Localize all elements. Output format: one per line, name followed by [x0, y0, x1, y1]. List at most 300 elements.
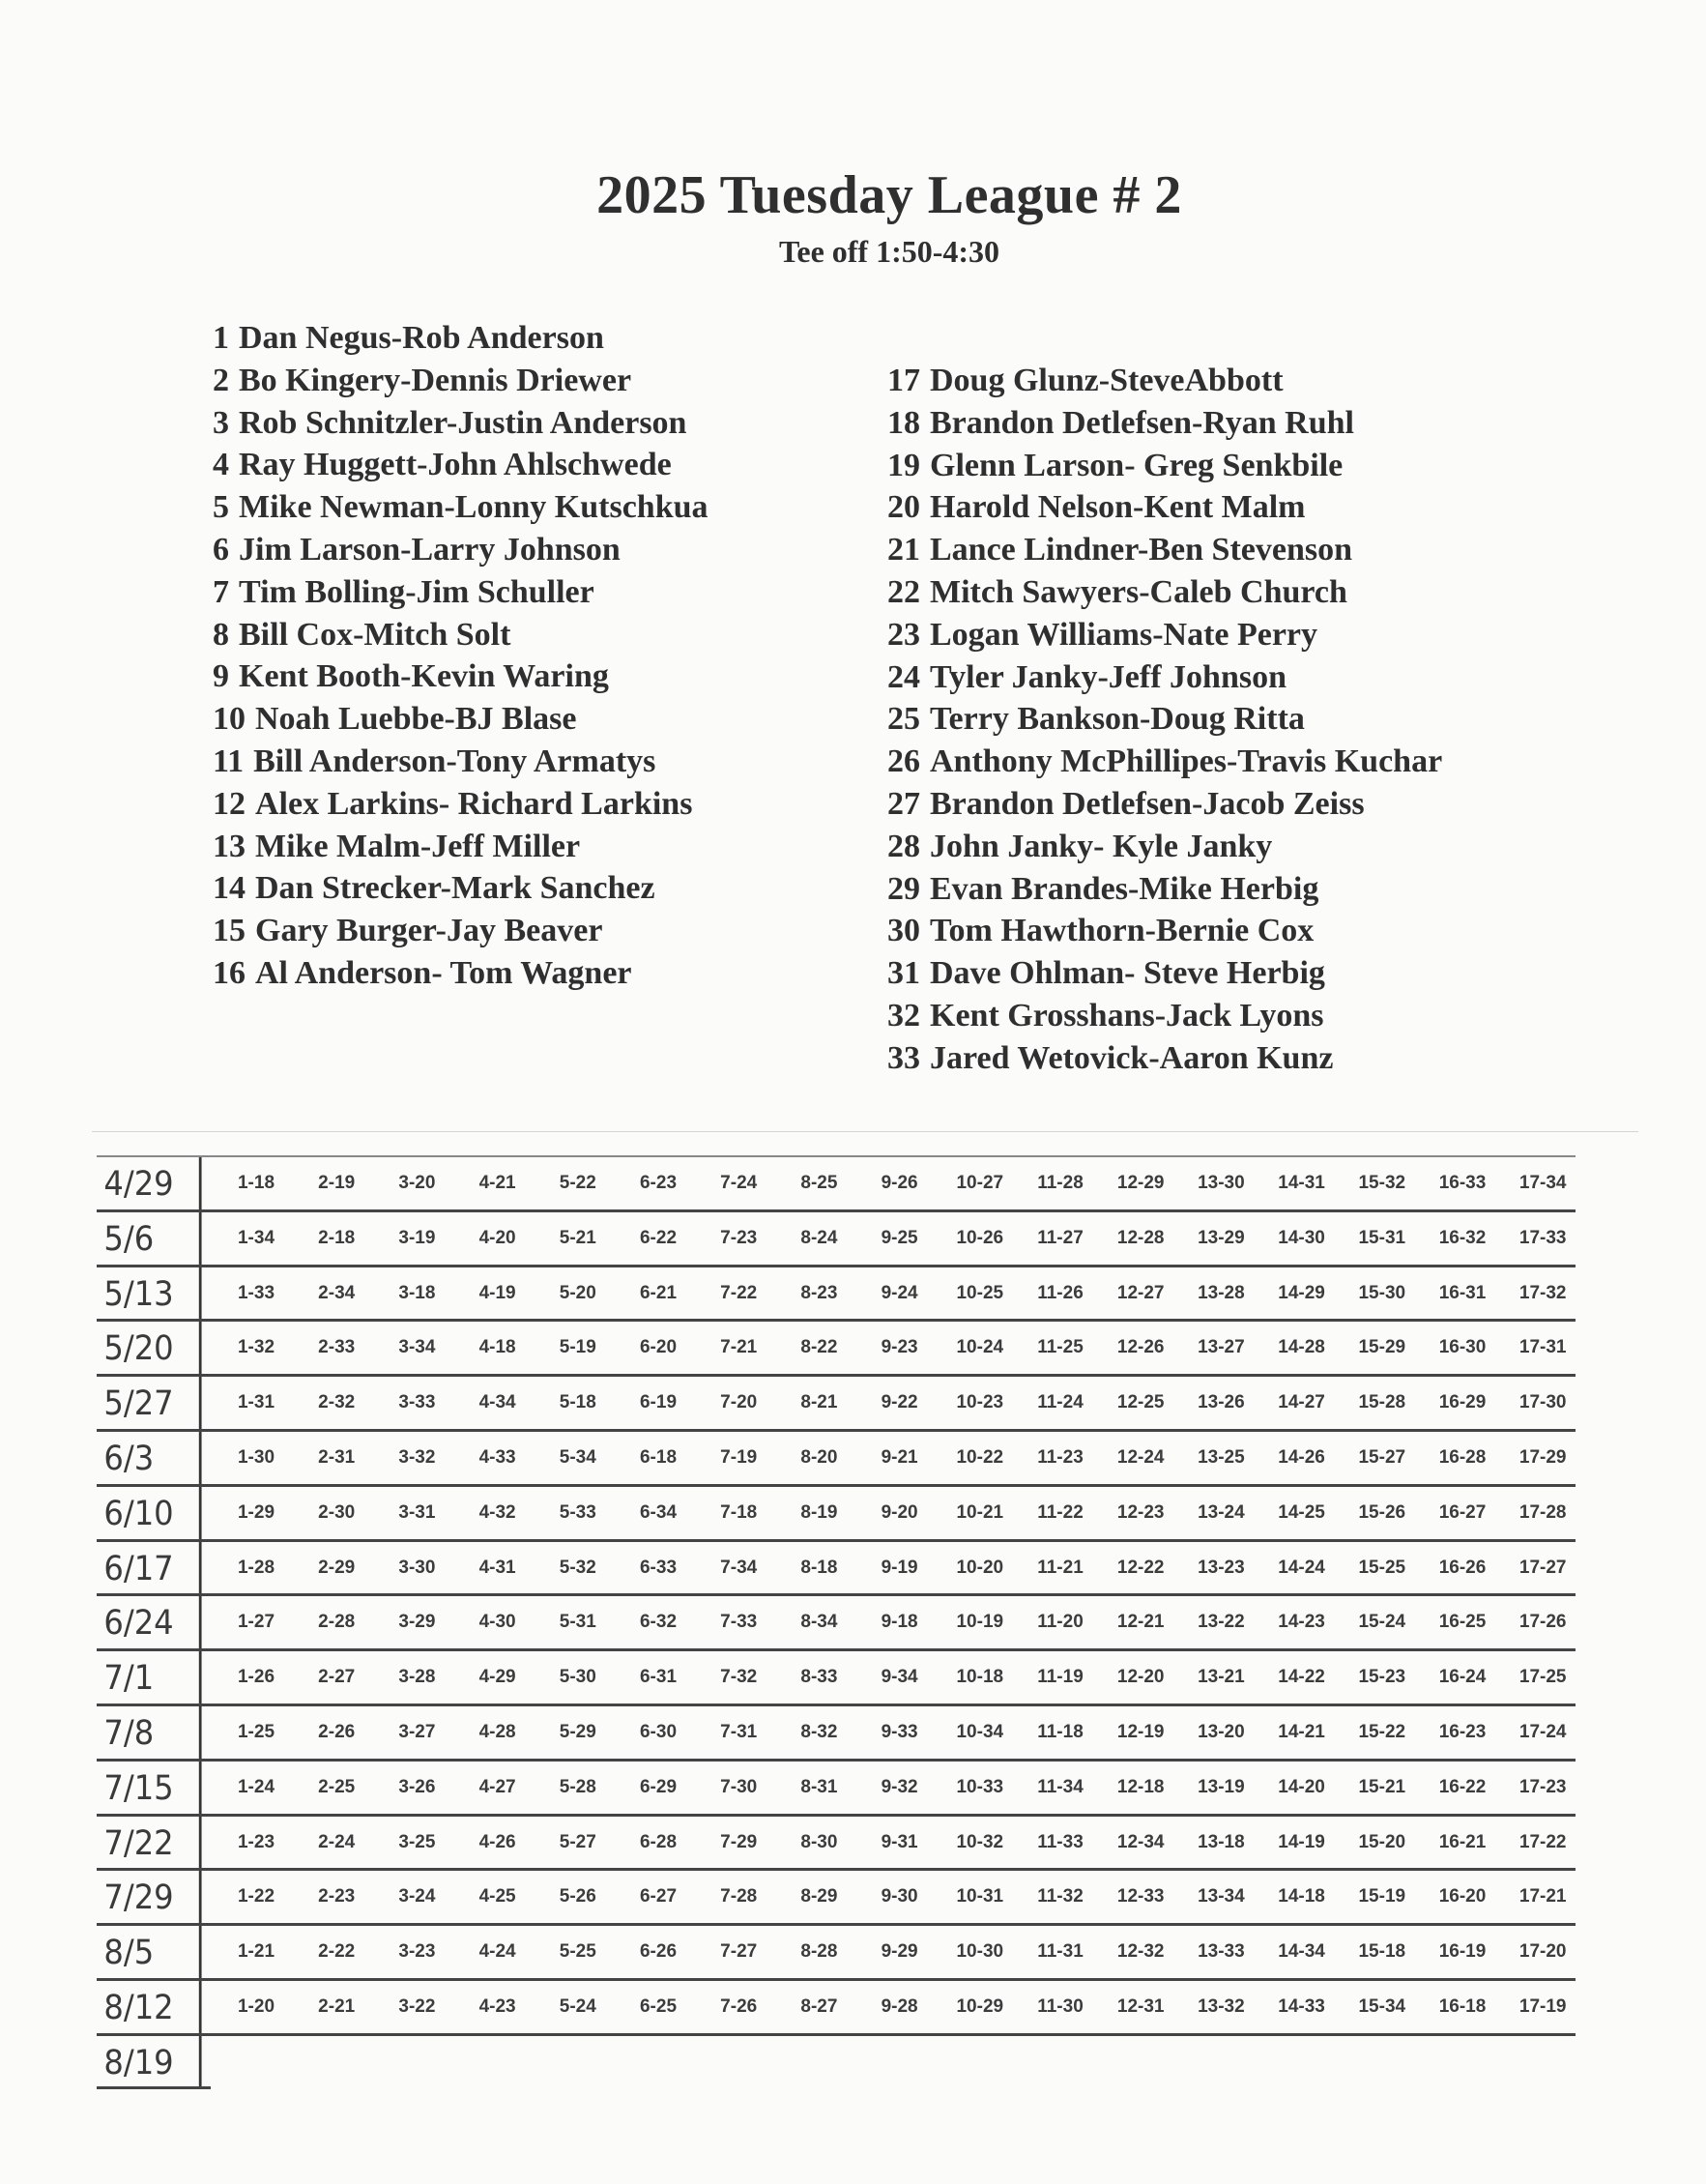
week-date: 5/6	[97, 1212, 202, 1265]
matchup-cell: 7-27	[720, 1941, 758, 1963]
matchup-cell: 5-28	[559, 1776, 596, 1797]
matchup-cell: 7-19	[720, 1446, 758, 1468]
matchup-cell: 11-34	[1037, 1776, 1084, 1797]
matchup-cell: 16-32	[1438, 1227, 1487, 1248]
matchup-cell: 15-34	[1358, 1995, 1406, 2017]
week-date: 5/20	[97, 1322, 202, 1374]
team-entry	[213, 529, 708, 571]
matchup-cell: 7-28	[720, 1886, 758, 1907]
team-name: Kent Grosshans-Jack Lyons	[930, 997, 1324, 1034]
matchup-cell: 5-27	[559, 1831, 596, 1852]
matchup-cell: 17-30	[1518, 1392, 1567, 1413]
matchup-cell: 15-30	[1358, 1282, 1406, 1303]
team-number: 22	[887, 573, 920, 610]
schedule-row	[97, 1596, 1576, 1651]
matchup-cell: 8-21	[800, 1392, 838, 1413]
matchup-cell: 14-18	[1278, 1886, 1325, 1907]
matchup-cell: 8-28	[800, 1941, 838, 1963]
team-name: Dave Ohlman- Steve Herbig	[930, 955, 1325, 992]
team-number: 24	[887, 658, 920, 695]
team-number: 19	[887, 447, 920, 483]
matchup-cell: 13-28	[1198, 1282, 1245, 1303]
matchup-cell: 5-25	[559, 1941, 596, 1963]
team-entry	[887, 529, 1442, 571]
team-name: Rob Schnitzler-Justin Anderson	[239, 404, 687, 441]
matchup-cell: 5-26	[559, 1886, 596, 1907]
matchup-cell: 15-22	[1358, 1721, 1406, 1742]
matchup-cell: 12-23	[1116, 1501, 1165, 1523]
team-name: Mike Malm-Jeff Miller	[255, 828, 581, 864]
matchup-cell: 11-33	[1037, 1831, 1084, 1852]
matchup-cell: 17-19	[1518, 1995, 1567, 2017]
team-name: Ray Huggett-John Ahlschwede	[239, 447, 672, 483]
matchup-cell: 7-33	[720, 1612, 758, 1633]
team-entry	[887, 656, 1442, 699]
matchup-cell: 1-31	[237, 1392, 275, 1413]
week-date: 7/8	[97, 1706, 202, 1759]
matchup-cell: 12-24	[1116, 1446, 1165, 1468]
matchup-cell: 2-22	[318, 1941, 356, 1963]
matchup-cell: 15-32	[1358, 1173, 1406, 1193]
matchup-cell: 9-31	[881, 1831, 918, 1852]
team-entry	[887, 402, 1442, 445]
matchup-cell: 1-23	[237, 1831, 275, 1852]
schedule-row	[97, 2036, 1576, 2086]
team-list-right	[887, 360, 1442, 1080]
matchup-cell: 16-25	[1438, 1612, 1487, 1633]
matchup-cell: 16-33	[1438, 1173, 1487, 1193]
matchup-cell: 10-27	[956, 1173, 1004, 1193]
matchup-cell: 3-31	[398, 1501, 436, 1523]
matchup-cell: 8-20	[800, 1446, 838, 1468]
schedule-row	[97, 1267, 1576, 1323]
matchup-cell: 4-29	[478, 1667, 516, 1688]
matchup-cell: 5-20	[559, 1282, 596, 1303]
matchup-cell: 9-28	[881, 1995, 918, 2017]
matchup-cell: 1-33	[237, 1282, 275, 1303]
matchup-cell: 11-22	[1037, 1501, 1084, 1523]
team-number: 3	[213, 404, 229, 441]
matchup-cell: 13-20	[1198, 1721, 1245, 1742]
team-entry	[887, 741, 1442, 783]
team-entry	[213, 360, 708, 402]
divider	[92, 1131, 1638, 1132]
matchup-cell: 6-19	[639, 1392, 678, 1413]
matchup-cell: 15-29	[1358, 1337, 1406, 1358]
team-name: Terry Bankson-Doug Ritta	[930, 701, 1305, 738]
schedule-row	[97, 1487, 1576, 1542]
schedule-table	[97, 1155, 1576, 2086]
matchup-cell: 11-20	[1037, 1612, 1084, 1633]
matchup-cell: 3-32	[398, 1446, 436, 1468]
matchup-cell: 10-32	[956, 1831, 1004, 1852]
matchup-cell: 16-20	[1438, 1886, 1487, 1907]
matchup-cell: 11-27	[1037, 1227, 1084, 1248]
matchup-cell: 14-34	[1278, 1941, 1325, 1963]
schedule-row	[97, 1155, 1576, 1212]
matchup-cell: 11-24	[1037, 1392, 1084, 1413]
matchup-cell: 17-29	[1518, 1446, 1567, 1468]
matchup-cell: 12-33	[1116, 1886, 1165, 1907]
matchup-cell: 13-25	[1198, 1446, 1245, 1468]
matchup-cell: 5-22	[559, 1173, 596, 1193]
matchup-cell: 17-27	[1518, 1557, 1567, 1578]
matchup-cell: 7-20	[720, 1392, 758, 1413]
matchup-cell: 2-32	[318, 1392, 356, 1413]
matchup-cell: 5-19	[559, 1337, 596, 1358]
team-entry	[213, 826, 708, 868]
matchup-cell: 1-34	[237, 1227, 275, 1248]
team-name: Bill Cox-Mitch Solt	[239, 616, 511, 653]
team-name: Kent Booth-Kevin Waring	[239, 658, 609, 695]
week-date: 8/12	[97, 1981, 202, 2033]
team-entry	[213, 317, 708, 360]
team-number: 21	[887, 532, 920, 568]
matchup-cell: 6-33	[639, 1557, 678, 1578]
team-number: 9	[213, 658, 229, 695]
matchup-cell: 14-21	[1278, 1721, 1325, 1742]
matchup-cell: 3-24	[398, 1886, 436, 1907]
matchup-cell: 11-25	[1037, 1337, 1084, 1358]
team-name: Dan Strecker-Mark Sanchez	[255, 870, 655, 907]
team-name: Jared Wetovick-Aaron Kunz	[930, 1039, 1334, 1076]
matchup-cell: 17-21	[1518, 1886, 1567, 1907]
matchup-cell: 4-23	[478, 1995, 516, 2017]
matchup-cell: 7-26	[720, 1995, 758, 2017]
team-number: 7	[213, 573, 229, 610]
team-number: 29	[887, 870, 920, 907]
matchup-cell: 10-19	[956, 1612, 1004, 1633]
matchup-cell: 8-29	[800, 1886, 838, 1907]
matchup-cell: 11-31	[1037, 1941, 1084, 1963]
team-name: Logan Williams-Nate Perry	[930, 616, 1318, 653]
team-entry	[887, 614, 1442, 656]
team-number: 31	[887, 955, 920, 992]
matchup-cell: 9-19	[881, 1557, 918, 1578]
matchup-cell: 1-26	[237, 1667, 275, 1688]
matchup-cell: 10-30	[956, 1941, 1004, 1963]
page-title: 2025 Tuesday League # 2	[596, 165, 1182, 225]
team-entry	[213, 867, 708, 910]
matchup-cell: 14-20	[1278, 1776, 1325, 1797]
week-date: 7/22	[97, 1817, 202, 1869]
matchup-cell: 11-30	[1037, 1995, 1084, 2017]
matchup-cell: 1-18	[237, 1173, 275, 1193]
matchup-cell: 7-30	[720, 1776, 758, 1797]
matchup-cell: 4-30	[478, 1612, 516, 1633]
team-name: Anthony McPhillipes-Travis Kuchar	[930, 743, 1443, 780]
matchup-cell: 10-31	[956, 1886, 1004, 1907]
week-date: 5/13	[97, 1267, 202, 1320]
matchup-cell: 8-19	[800, 1501, 838, 1523]
schedule-row	[97, 1706, 1576, 1762]
matchup-cell: 11-26	[1037, 1282, 1084, 1303]
matchup-cell: 16-22	[1438, 1776, 1487, 1797]
team-name: Doug Glunz-SteveAbbott	[930, 363, 1284, 398]
matchup-cell: 8-27	[800, 1995, 838, 2017]
matchup-cell: 2-18	[318, 1227, 356, 1248]
matchup-cell: 12-25	[1116, 1392, 1165, 1413]
matchup-cell: 17-25	[1518, 1667, 1567, 1688]
team-number: 20	[887, 489, 920, 526]
team-name: Mike Newman-Lonny Kutschkua	[239, 489, 708, 526]
team-name: Mitch Sawyers-Caleb Church	[930, 573, 1347, 610]
matchup-cell: 5-30	[559, 1667, 596, 1688]
matchup-cell: 7-32	[720, 1667, 758, 1688]
matchup-cell: 6-20	[639, 1337, 678, 1358]
team-number: 14	[213, 870, 246, 907]
matchup-cell: 15-18	[1358, 1941, 1406, 1963]
matchup-cell: 8-22	[800, 1337, 838, 1358]
matchup-cell: 14-29	[1278, 1282, 1325, 1303]
team-number: 8	[213, 616, 229, 653]
matchup-cell: 8-18	[800, 1557, 838, 1578]
team-entry	[213, 444, 708, 486]
matchup-cell: 14-19	[1278, 1831, 1325, 1852]
matchup-cell: 3-29	[398, 1612, 436, 1633]
matchup-cell: 13-22	[1198, 1612, 1245, 1633]
matchup-cell: 17-22	[1518, 1831, 1567, 1852]
matchup-cell: 12-20	[1116, 1667, 1165, 1688]
matchup-cell: 14-28	[1278, 1337, 1325, 1358]
team-name: Jim Larson-Larry Johnson	[239, 531, 621, 568]
team-number: 13	[213, 828, 246, 864]
matchup-cell: 12-18	[1116, 1776, 1165, 1797]
team-entry	[213, 571, 708, 614]
matchup-cell: 9-34	[881, 1667, 918, 1688]
matchup-cell: 13-27	[1198, 1337, 1245, 1358]
matchup-cell: 6-25	[639, 1995, 678, 2017]
matchup-cell: 4-27	[478, 1776, 516, 1797]
schedule-row	[97, 1212, 1576, 1267]
week-date: 6/10	[97, 1487, 202, 1539]
team-entry	[887, 360, 1442, 402]
matchup-cell: 17-31	[1518, 1337, 1567, 1358]
matchup-cell: 8-25	[800, 1173, 838, 1193]
matchup-cell: 2-28	[318, 1612, 356, 1633]
matchup-cell: 14-27	[1278, 1392, 1325, 1413]
matchup-cell: 7-23	[720, 1227, 758, 1248]
matchup-cell: 13-30	[1198, 1173, 1245, 1193]
matchup-cell: 13-18	[1198, 1831, 1245, 1852]
matchup-cell: 17-23	[1518, 1776, 1567, 1797]
matchup-cell: 11-32	[1037, 1886, 1084, 1907]
team-entry	[887, 995, 1442, 1037]
schedule-row	[97, 1432, 1576, 1487]
matchup-cell: 12-28	[1116, 1227, 1165, 1248]
team-name: Brandon Detlefsen-Jacob Zeiss	[930, 785, 1365, 822]
matchup-cell: 11-18	[1037, 1721, 1084, 1742]
team-entry	[887, 868, 1442, 911]
matchup-cell: 13-26	[1198, 1392, 1245, 1413]
matchup-cell: 2-23	[318, 1886, 356, 1907]
matchup-cell: 9-18	[881, 1612, 918, 1633]
matchup-cell: 14-23	[1278, 1612, 1325, 1633]
team-entry	[887, 952, 1442, 995]
matchup-cell: 16-19	[1438, 1941, 1487, 1963]
matchup-cell: 3-22	[398, 1995, 436, 2017]
team-entry	[213, 910, 708, 952]
team-name: Tim Bolling-Jim Schuller	[239, 573, 594, 610]
matchup-cell: 5-18	[559, 1392, 596, 1413]
team-name: Glenn Larson- Greg Senkbile	[930, 447, 1344, 483]
team-number: 4	[213, 447, 229, 483]
team-number: 30	[887, 913, 920, 949]
matchup-cell: 4-25	[478, 1886, 516, 1907]
matchup-cell: 17-28	[1518, 1501, 1567, 1523]
team-number: 32	[887, 997, 920, 1034]
matchup-cell: 12-32	[1116, 1941, 1165, 1963]
team-number: 15	[213, 913, 246, 949]
matchup-cell: 5-34	[559, 1446, 596, 1468]
week-date: 6/24	[97, 1596, 202, 1648]
matchup-cell: 9-24	[881, 1282, 918, 1303]
team-number: 17	[887, 363, 920, 398]
matchup-cell: 13-32	[1198, 1995, 1245, 2017]
matchup-cell: 15-31	[1358, 1227, 1406, 1248]
team-entry	[213, 655, 708, 698]
matchup-cell: 6-31	[639, 1667, 678, 1688]
matchup-cell: 12-27	[1116, 1282, 1165, 1303]
matchup-cell: 2-19	[318, 1173, 356, 1193]
matchup-cell: 2-34	[318, 1282, 356, 1303]
matchup-cell: 1-29	[237, 1501, 275, 1523]
matchup-cell: 16-28	[1438, 1446, 1487, 1468]
matchup-cell: 5-21	[559, 1227, 596, 1248]
team-list-left	[213, 317, 708, 995]
week-date: 7/1	[97, 1651, 202, 1704]
matchup-cell: 2-26	[318, 1721, 356, 1742]
matchup-cell: 8-30	[800, 1831, 838, 1852]
matchup-cell: 15-28	[1358, 1392, 1406, 1413]
matchup-cell: 1-30	[237, 1446, 275, 1468]
schedule-row	[97, 1926, 1576, 1981]
matchup-cell: 4-20	[478, 1227, 516, 1248]
matchup-cell: 4-19	[478, 1282, 516, 1303]
matchup-cell: 10-33	[956, 1776, 1004, 1797]
matchup-cell: 11-21	[1037, 1557, 1084, 1578]
matchup-cell: 8-24	[800, 1227, 838, 1248]
matchup-cell: 7-22	[720, 1282, 758, 1303]
matchup-cell: 15-23	[1358, 1667, 1406, 1688]
matchup-cell: 14-31	[1278, 1173, 1325, 1193]
team-number: 11	[213, 743, 245, 779]
team-number: 18	[887, 404, 920, 441]
matchup-cell: 4-26	[478, 1831, 516, 1852]
matchup-cell: 14-26	[1278, 1446, 1325, 1468]
team-entry	[213, 402, 708, 445]
matchup-cell: 4-34	[478, 1392, 516, 1413]
team-entry	[887, 783, 1442, 826]
matchup-cell: 9-26	[881, 1173, 918, 1193]
matchup-cell: 9-33	[881, 1721, 918, 1742]
matchup-cell: 4-24	[478, 1941, 516, 1963]
team-number: 16	[213, 954, 246, 991]
team-entry	[213, 698, 708, 741]
team-name: Alex Larkins- Richard Larkins	[255, 785, 693, 822]
matchup-cell: 3-20	[398, 1173, 436, 1193]
matchup-cell: 10-26	[956, 1227, 1004, 1248]
team-number: 25	[887, 701, 920, 738]
team-name: Lance Lindner-Ben Stevenson	[930, 532, 1353, 568]
team-name: Evan Brandes-Mike Herbig	[930, 870, 1319, 907]
team-number: 27	[887, 785, 920, 822]
matchup-cell: 13-23	[1198, 1557, 1245, 1578]
matchup-cell: 10-20	[956, 1557, 1004, 1578]
matchup-cell: 15-25	[1358, 1557, 1406, 1578]
matchup-cell: 11-28	[1037, 1173, 1084, 1193]
week-date: 7/29	[97, 1871, 202, 1923]
matchup-cell: 5-24	[559, 1995, 596, 2017]
matchup-cell: 1-27	[237, 1612, 275, 1633]
matchup-cell: 9-20	[881, 1501, 918, 1523]
matchup-cell: 11-23	[1037, 1446, 1084, 1468]
team-entry	[213, 952, 708, 995]
matchup-cell: 17-32	[1518, 1282, 1567, 1303]
underline	[97, 2036, 211, 2089]
matchup-cell: 6-30	[639, 1721, 678, 1742]
matchup-cell: 6-32	[639, 1612, 678, 1633]
matchup-cell: 1-25	[237, 1721, 275, 1742]
matchup-cell: 16-18	[1438, 1995, 1487, 2017]
matchup-cell: 10-22	[956, 1446, 1004, 1468]
matchup-cell: 9-21	[881, 1446, 918, 1468]
team-number: 26	[887, 743, 920, 780]
matchup-cell: 8-31	[800, 1776, 838, 1797]
matchup-cell: 9-22	[881, 1392, 918, 1413]
matchup-cell: 3-33	[398, 1392, 436, 1413]
team-entry	[887, 1037, 1442, 1080]
matchup-cell: 6-22	[639, 1227, 678, 1248]
matchup-cell: 3-23	[398, 1941, 436, 1963]
matchup-cell: 17-34	[1518, 1173, 1567, 1193]
team-name: John Janky- Kyle Janky	[930, 828, 1273, 864]
matchup-cell: 13-24	[1198, 1501, 1245, 1523]
matchup-cell: 3-18	[398, 1282, 436, 1303]
matchup-cell: 2-29	[318, 1557, 356, 1578]
week-date: 6/3	[97, 1432, 202, 1484]
matchup-cell: 16-30	[1438, 1337, 1487, 1358]
team-name: Brandon Detlefsen-Ryan Ruhl	[930, 404, 1354, 441]
matchup-cell: 15-21	[1358, 1776, 1406, 1797]
team-entry	[887, 571, 1442, 614]
team-number: 1	[213, 320, 229, 356]
matchup-cell: 10-18	[956, 1667, 1004, 1688]
matchup-cell: 8-34	[800, 1612, 838, 1633]
matchup-cell: 16-31	[1438, 1282, 1487, 1303]
matchup-cell: 10-29	[956, 1995, 1004, 2017]
matchup-cell: 13-29	[1198, 1227, 1245, 1248]
matchup-cell: 3-30	[398, 1557, 436, 1578]
matchup-cell: 3-28	[398, 1667, 436, 1688]
week-date: 4/29	[97, 1157, 202, 1209]
team-name: Tom Hawthorn-Bernie Cox	[930, 913, 1315, 949]
matchup-cell: 10-24	[956, 1337, 1004, 1358]
matchup-cell: 17-33	[1518, 1227, 1567, 1248]
schedule-row	[97, 1981, 1576, 2036]
week-date: 6/17	[97, 1542, 202, 1594]
team-name: Noah Luebbe-BJ Blase	[255, 701, 577, 738]
matchup-cell: 10-34	[956, 1721, 1004, 1742]
matchup-cell: 15-26	[1358, 1501, 1406, 1523]
matchup-cell: 1-21	[237, 1941, 275, 1963]
matchup-cell: 7-24	[720, 1173, 758, 1193]
matchup-cell: 5-29	[559, 1721, 596, 1742]
matchup-cell: 16-29	[1438, 1392, 1487, 1413]
matchup-cell: 9-25	[881, 1227, 918, 1248]
matchup-cell: 15-27	[1358, 1446, 1406, 1468]
team-number: 6	[213, 531, 229, 568]
